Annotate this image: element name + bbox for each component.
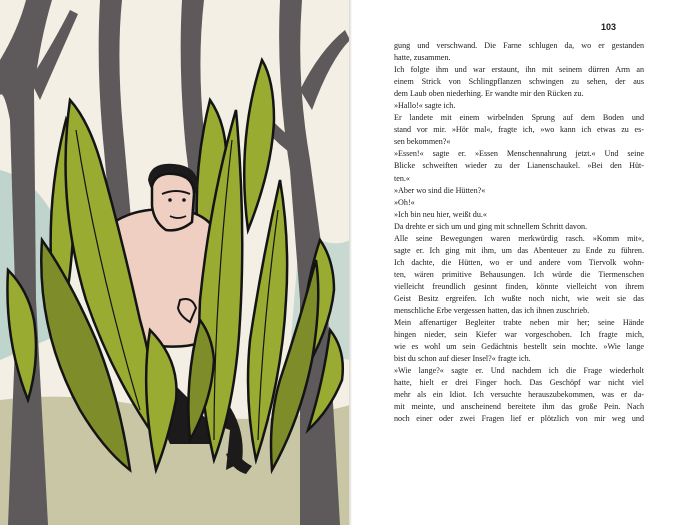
text-line: Alle seine Bewegungen waren merkwürdig rasch. »Komm mit«, <box>394 233 644 243</box>
text-line: noch einer oder zwei Fragen lief er plötzlich von mir weg und <box>394 414 644 424</box>
text-line: hatte, zusammen. <box>394 53 451 63</box>
text-line: Da drehte er sich um und ging mit schnellem Schritt davon. <box>394 221 588 231</box>
text-line: dem Laub oben niederhing. Er wandte mir den Rücken zu. <box>394 89 584 99</box>
text-page <box>352 0 700 525</box>
text-line: ten, wären primitive Behausungen. Ich würde die Tiermenschen <box>394 269 644 279</box>
text-line: »Oh!« <box>394 197 415 207</box>
text-line: wie es wohl um sein Gedächtnis bestellt sein mochte. »Wie lange <box>394 342 644 352</box>
ape-man-eye-left <box>168 198 172 202</box>
text-line: »Essen!« sagte er. »Essen Menschennahrung jetzt.« Und seine <box>394 149 644 159</box>
text-line: hatte, hielt er drei Finger hoch. Das Geschöpf war nicht viel <box>394 378 644 388</box>
text-line: »Wie lange?« sagte er. Und nachdem ich die Frage wiederholt <box>394 366 644 376</box>
text-line: sen bekommen?« <box>394 137 451 147</box>
body-text <box>394 40 644 426</box>
text-line: »Ich bin neu hier, weißt du.« <box>394 209 487 219</box>
text-line: hingen nieder, sein Kiefer war vorgeschoben. Ich fragte mich, <box>394 330 644 340</box>
ape-man-eye-right <box>182 198 186 202</box>
text-line: Ich dachte, die Hütten, wo er und andere vom Tiervolk wohn- <box>394 257 644 267</box>
text-line: sagte er. Ich ging mit ihm, um das Abenteuer zu Ende zu führen. <box>394 245 644 255</box>
text-line: bist du schon auf dieser Insel?« fragte ich. <box>394 354 531 364</box>
text-line: vielleicht freundlich gesinnt finden, könnte vielleicht von ihrem <box>394 281 644 291</box>
text-line: ten.« <box>394 173 410 183</box>
page-number: 103 <box>600 22 616 32</box>
text-line: Mein affenartiger Begleiter trabte neben mir her; seine Hände <box>394 318 644 328</box>
text-line: »Aber wo sind die Hütten?« <box>394 185 486 195</box>
text-line: menschliche Erbe vergessen hatten, das ich ihnen zuschrieb. <box>394 306 590 316</box>
text-line: Blicke schweiften wieder zu der Lianenschaukel. »Bei den Hüt- <box>394 161 644 171</box>
ape-man-head <box>152 174 194 231</box>
text-line: gung und verschwand. Die Farne schlugen da, wo er gestanden <box>394 41 644 50</box>
text-line: Ich folgte ihm und war erstaunt, ihn mit seinem dürren Arm an <box>394 65 644 75</box>
text-line: stand vor mir. »Hör mal«, fragte ich, »wo kann ich etwas zu es- <box>394 125 644 135</box>
text-line: Geist Besitz ergreifen. Ich wußte noch nicht, wie weit sie das <box>394 293 644 303</box>
text-line: mit meinte, und anscheinend bereitete ihm das große Pein. Nach <box>394 402 644 412</box>
text-line: »Hallo!« sagte ich. <box>394 101 456 111</box>
text-line: einem Strick von Schlingpflanzen schwingen zu sehen, der aus <box>394 77 644 87</box>
text-line: mehr als ein Idiot. Ich versuchte herauszubekommen, was er da- <box>394 390 644 400</box>
text-line: Er landete mit einem wirbelnden Sprung auf dem Boden und <box>394 113 644 123</box>
